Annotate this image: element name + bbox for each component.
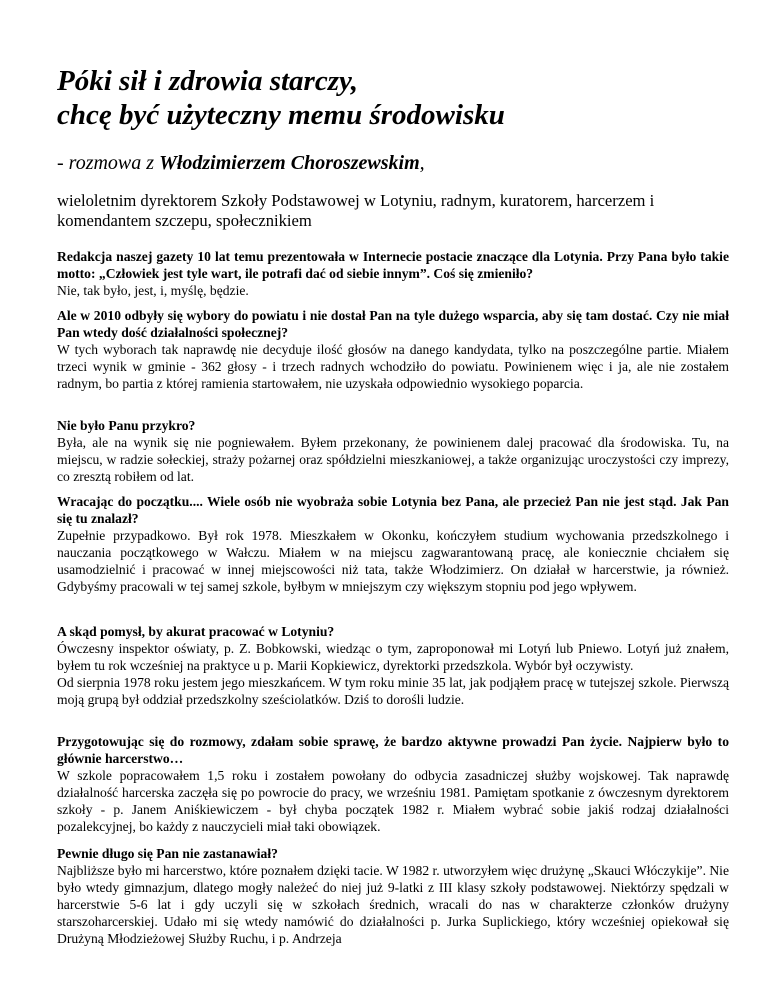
title-line-1: Póki sił i zdrowia starczy, bbox=[57, 65, 359, 97]
subtitle-suffix: , bbox=[419, 152, 425, 174]
title-line-2: chcę być użyteczny memu środowisku bbox=[57, 99, 505, 131]
answer: W tych wyborach tak naprawdę nie decyduje ilość głosów na danego kandydata, tylko na poszczególne partie. Miałem trzeci wynik w gminie - 362 głosy - i trzech radnych wchodziło do powiatu. Powinienem więc i ja, ale nie zostałem radnym, bo partia z której ramienia startowałem, nie uzyskała odpowiednio wysokiego poparcia. bbox=[57, 342, 729, 391]
qa-section bbox=[57, 417, 729, 485]
answer: W szkole popracowałem 1,5 roku i zostałem powołany do odbycia zasadniczej służby wojskowej. Tak naprawdę działalność harcerska zaczęła się po powrocie do pracy, we wrześniu 1981. Pamiętam spotkanie z ówczesnym dyrektorem szkoły - p. Janem Aniśkiewiczem - był chyba początek 1982 r. Miałem wybrać sobie jakiś rodzaj działalności pozalekcyjnej, bo każdy z nauczycieli miał taki obowiązek. bbox=[57, 768, 729, 834]
question: Przygotowując się do rozmowy, zdałam sobie sprawę, że bardzo aktywne prowadzi Pan życie. Najpierw było to głównie harcerstwo… bbox=[57, 734, 729, 766]
article-title bbox=[57, 64, 737, 132]
question: Redakcja naszej gazety 10 lat temu prezentowała w Internecie postacie znaczące dla Lotynia. Przy Pana było takie motto: „Człowiek jest tyle wart, ile potrafi dać od siebie innym”. Coś się zmieniło? bbox=[57, 249, 729, 281]
answer: Była, ale na wynik się nie pogniewałem. Byłem przekonany, że powinienem dalej pracować dla środowiska. Tu, na miejscu, w radzie sołeckiej, straży pożarnej oraz spółdzielni mieszkaniowej, a także organizując uroczystości czy imprezy, co zresztą robiłem od lat. bbox=[57, 435, 729, 484]
answer: Ówczesny inspektor oświaty, p. Z. Bobkowski, wiedząc o tym, zaproponował mi Lotyń lub Pniewo. Lotyń już znałem, byłem tu rok wcześniej na praktyce u p. Marii Kopkiewicz, dyrektorki przedszkola. Wybór był oczywisty. bbox=[57, 641, 729, 673]
qa-section bbox=[57, 733, 729, 835]
answer: Najbliższe było mi harcerstwo, które poznałem dzięki tacie. W 1982 r. utworzyłem więc drużynę „Skauci Włóczykije”. Nie było wtedy gimnazjum, dlatego mogły należeć do niej już 9-latki z III klasy szkoły podstawowej. Niektórzy spędzali w harcerstwie 5-6 lat i gdy uczyli się w szkołach średnich, wracali do nas w charakterze członków drużyny starszoharcerskiej. Udało mi się wtedy namówić do działalności p. Jurka Suplickiego, który wcześniej opiekował się Drużyną Młodzieżowej Służby Ruchu, i p. Andrzeja bbox=[57, 863, 729, 946]
subtitle-prefix: - rozmowa z bbox=[57, 152, 160, 174]
qa-section bbox=[57, 845, 729, 947]
article-subtitle bbox=[57, 151, 737, 175]
answer: Od sierpnia 1978 roku jestem jego mieszkańcem. W tym roku minie 35 lat, jak podjąłem pracę w tutejszej szkole. Pierwszą moją grupą był oddział przedszkolny sześciolatków. Dziś to dorośli ludzie. bbox=[57, 675, 729, 707]
interviewee-name: Włodzimierzem Choroszewskim bbox=[159, 152, 420, 174]
question: Pewnie długo się Pan nie zastanawiał? bbox=[57, 846, 278, 861]
question: Ale w 2010 odbyły się wybory do powiatu i nie dostał Pan na tyle dużego wsparcia, aby się tam dostać. Czy nie miał Pan wtedy dość działalności społecznej? bbox=[57, 308, 729, 340]
question: A skąd pomysł, by akurat pracować w Lotyniu? bbox=[57, 624, 335, 639]
question: Nie było Panu przykro? bbox=[57, 418, 196, 433]
qa-section bbox=[57, 623, 729, 708]
question: Wracając do początku.... Wiele osób nie wyobraża sobie Lotynia bez Pana, ale przecież Pan nie jest stąd. Jak Pan się tu znalazł? bbox=[57, 494, 729, 526]
interviewee-description: wieloletnim dyrektorem Szkoły Podstawowej w Lotyniu, radnym, kuratorem, harcerzem i komendantem szczepu, społecznikiem bbox=[57, 191, 655, 230]
qa-section bbox=[57, 307, 729, 392]
qa-section bbox=[57, 248, 729, 299]
answer: Nie, tak było, jest, i, myślę, będzie. bbox=[57, 283, 249, 298]
qa-section bbox=[57, 493, 729, 595]
answer: Zupełnie przypadkowo. Był rok 1978. Mieszkałem w Okonku, kończyłem studium wychowania przedszkolnego i nauczania początkowego w Wałczu. Miałem w na miejscu zagwarantowaną pracę, ale koniecznie chciałem się usamodzielnić i pracować w innej miejscowości niż tata, także Włodzimierz. On działał w harcerstwie, ja również. Gdybyśmy pracowali w tej samej szkole, byłbym w mniejszym czy większym stopniu pod jego wpływem. bbox=[57, 528, 729, 594]
